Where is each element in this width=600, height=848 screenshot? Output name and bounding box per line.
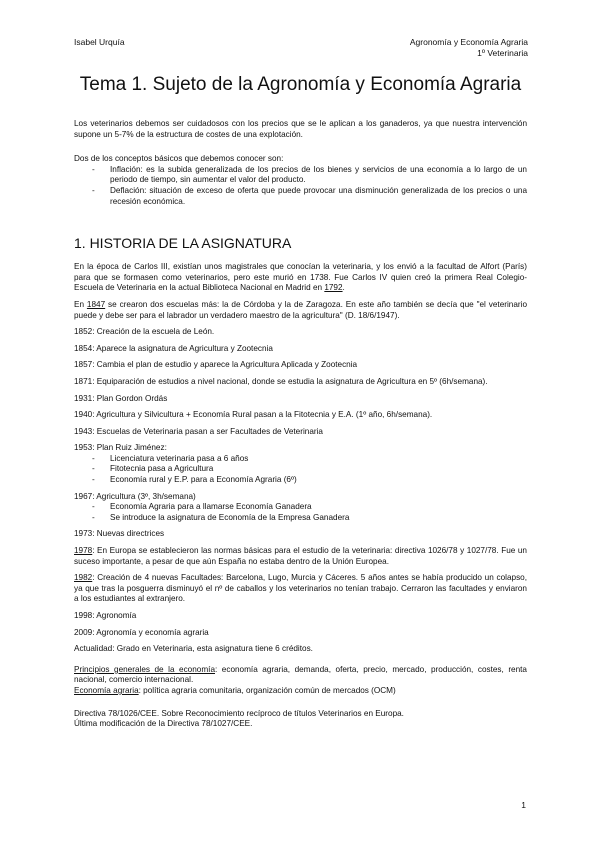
concepts-lead: Dos de los conceptos básicos que debemos conocer son: bbox=[74, 154, 284, 164]
event-1940: 1940: Agricultura y Silvicultura + Economía Rural pasan a la Fitotecnia y E.A. (1º año, 6h/semana). bbox=[74, 410, 433, 420]
list-1967 bbox=[74, 502, 527, 523]
year-1847: 1847 bbox=[86, 299, 106, 309]
list-item: - Licenciatura veterinaria pasa a 6 años bbox=[74, 454, 527, 465]
event-1857: 1857: Cambia el plan de estudio y aparece la Agricultura Aplicada y Zootecnia bbox=[74, 360, 358, 370]
directive-1: Directiva 78/1026/CEE. Sobre Reconocimiento recíproco de títulos Veterinarios en Europa. bbox=[74, 708, 404, 718]
directive-2: Última modificación de la Directiva 78/1027/CEE. bbox=[74, 719, 253, 729]
list-1953 bbox=[74, 454, 527, 486]
list-item: - Se introduce la asignatura de Economía de la Empresa Ganadera bbox=[74, 513, 527, 524]
year-1982: 1982 bbox=[74, 573, 93, 583]
document-body bbox=[74, 70, 527, 736]
actualidad: Actualidad: Grado en Veterinaria, esta asignatura tiene 6 créditos. bbox=[74, 644, 313, 654]
event-1998: 1998: Agronomía bbox=[74, 611, 137, 620]
agrarian-paragraph: Economía agraria: política agraria comunitaria, organización común de mercados (OCM) bbox=[74, 685, 396, 695]
event-1943: 1943: Escuelas de Veterinaria pasan a ser Facultades de Veterinaria bbox=[74, 426, 323, 436]
event-1982: 1982: Creación de 4 nuevas Facultades: Barcelona, Lugo, Murcia y Cáceres. 5 años antes se había producido un colapso, ya que tras la posguerra disminuyó el nº de caballos y los veterinarios no tenían trabajo. Cerraron las facultades y enviaron a los estudiantes al extranjero. bbox=[74, 573, 527, 604]
list-item: - Economía rural y E.P. para a Economía Agraria (6º) bbox=[74, 475, 527, 486]
header-right bbox=[410, 37, 528, 59]
history-paragraph-1: En la época de Carlos III, existían unos magistrales que conocían la veterinaria, y los envió a la facultad de Alfort (París) para que se formasen como veterinarios, pero este murió en 1738. Fue Carlos IV quien creó la primera Real Colegio-Escuela de Veterinaria en la actual Biblioteca Nacional en Madrid en 1792. bbox=[74, 262, 527, 293]
page-number: 1 bbox=[521, 800, 526, 810]
list-item: - Fitotecnia pasa a Agricultura bbox=[74, 464, 527, 475]
event-1871: 1871: Equiparación de estudios a nivel nacional, donde se estudia la asignatura de Agricultura en 5º (6h/semana). bbox=[74, 376, 488, 386]
page-title: Tema 1. Sujeto de la Agronomía y Economía Agraria bbox=[79, 74, 522, 95]
event-1973: 1973: Nuevas directrices bbox=[74, 529, 165, 539]
event-1931: 1931: Plan Gordon Ordás bbox=[74, 393, 168, 403]
event-1967: 1967: Agricultura (3º, 3h/semana) bbox=[74, 491, 196, 501]
event-1978: 1978: En Europa se establecieron las normas básicas para el estudio de la veterinaria: directiva 1026/78 y 1027/78. Fue un suceso importante, a pesar de que aún España no estaba dentro de la Unión Europea. bbox=[74, 546, 527, 566]
header-author: Isabel Urquía bbox=[74, 37, 125, 47]
event-1852: 1852: Creación de la escuela de León. bbox=[74, 327, 215, 337]
principles-paragraph: Principios generales de la economía: economía agraria, demanda, oferta, precio, mercado, producción, costes, renta nacional, comercio internacional. bbox=[74, 664, 527, 685]
year-1978: 1978 bbox=[74, 546, 93, 556]
history-paragraph-1847: En 1847 se crearon dos escuelas más: la de Córdoba y la de Zaragoza. En este año también se decía que "el veterinario puede y debe ser para el labrador un verdadero maestro de la agricultura" (D. 18/6/1947). bbox=[74, 299, 527, 320]
event-2009: 2009: Agronomía y economía agraria bbox=[74, 627, 209, 637]
year-1792: 1792 bbox=[324, 283, 343, 293]
header-course: 1º Veterinaria bbox=[477, 48, 528, 58]
concept-inflation: - Inflación: es la subida generalizada de los precios de los bienes y servicios de una economía a lo largo de un periodo de tiempo, sin aumentar el valor del producto. bbox=[74, 165, 527, 186]
concept-deflation: - Deflación: situación de exceso de oferta que puede provocar una disminución generalizada de los precios o una recesión económica. bbox=[74, 186, 527, 207]
header-subject: Agronomía y Economía Agraria bbox=[409, 37, 528, 47]
section-title-history: 1. HISTORIA DE LA ASIGNATURA bbox=[74, 235, 292, 252]
event-1953: 1953: Plan Ruiz Jiménez: bbox=[74, 443, 167, 453]
list-item: - Economía Agraria para a llamarse Economía Ganadera bbox=[74, 502, 527, 513]
agrarian-label: Economía agraria bbox=[74, 685, 139, 695]
principles-label: Principios generales de la economía bbox=[74, 664, 215, 674]
event-1854: 1854: Aparece la asignatura de Agricultura y Zootecnia bbox=[74, 343, 273, 353]
intro-paragraph: Los veterinarios debemos ser cuidadosos con los precios que se le aplican a los ganaderos, ya que nuestra intervención supone un 5-7% de la estructura de costes de una explotación. bbox=[74, 119, 527, 139]
concepts-list bbox=[74, 165, 527, 207]
